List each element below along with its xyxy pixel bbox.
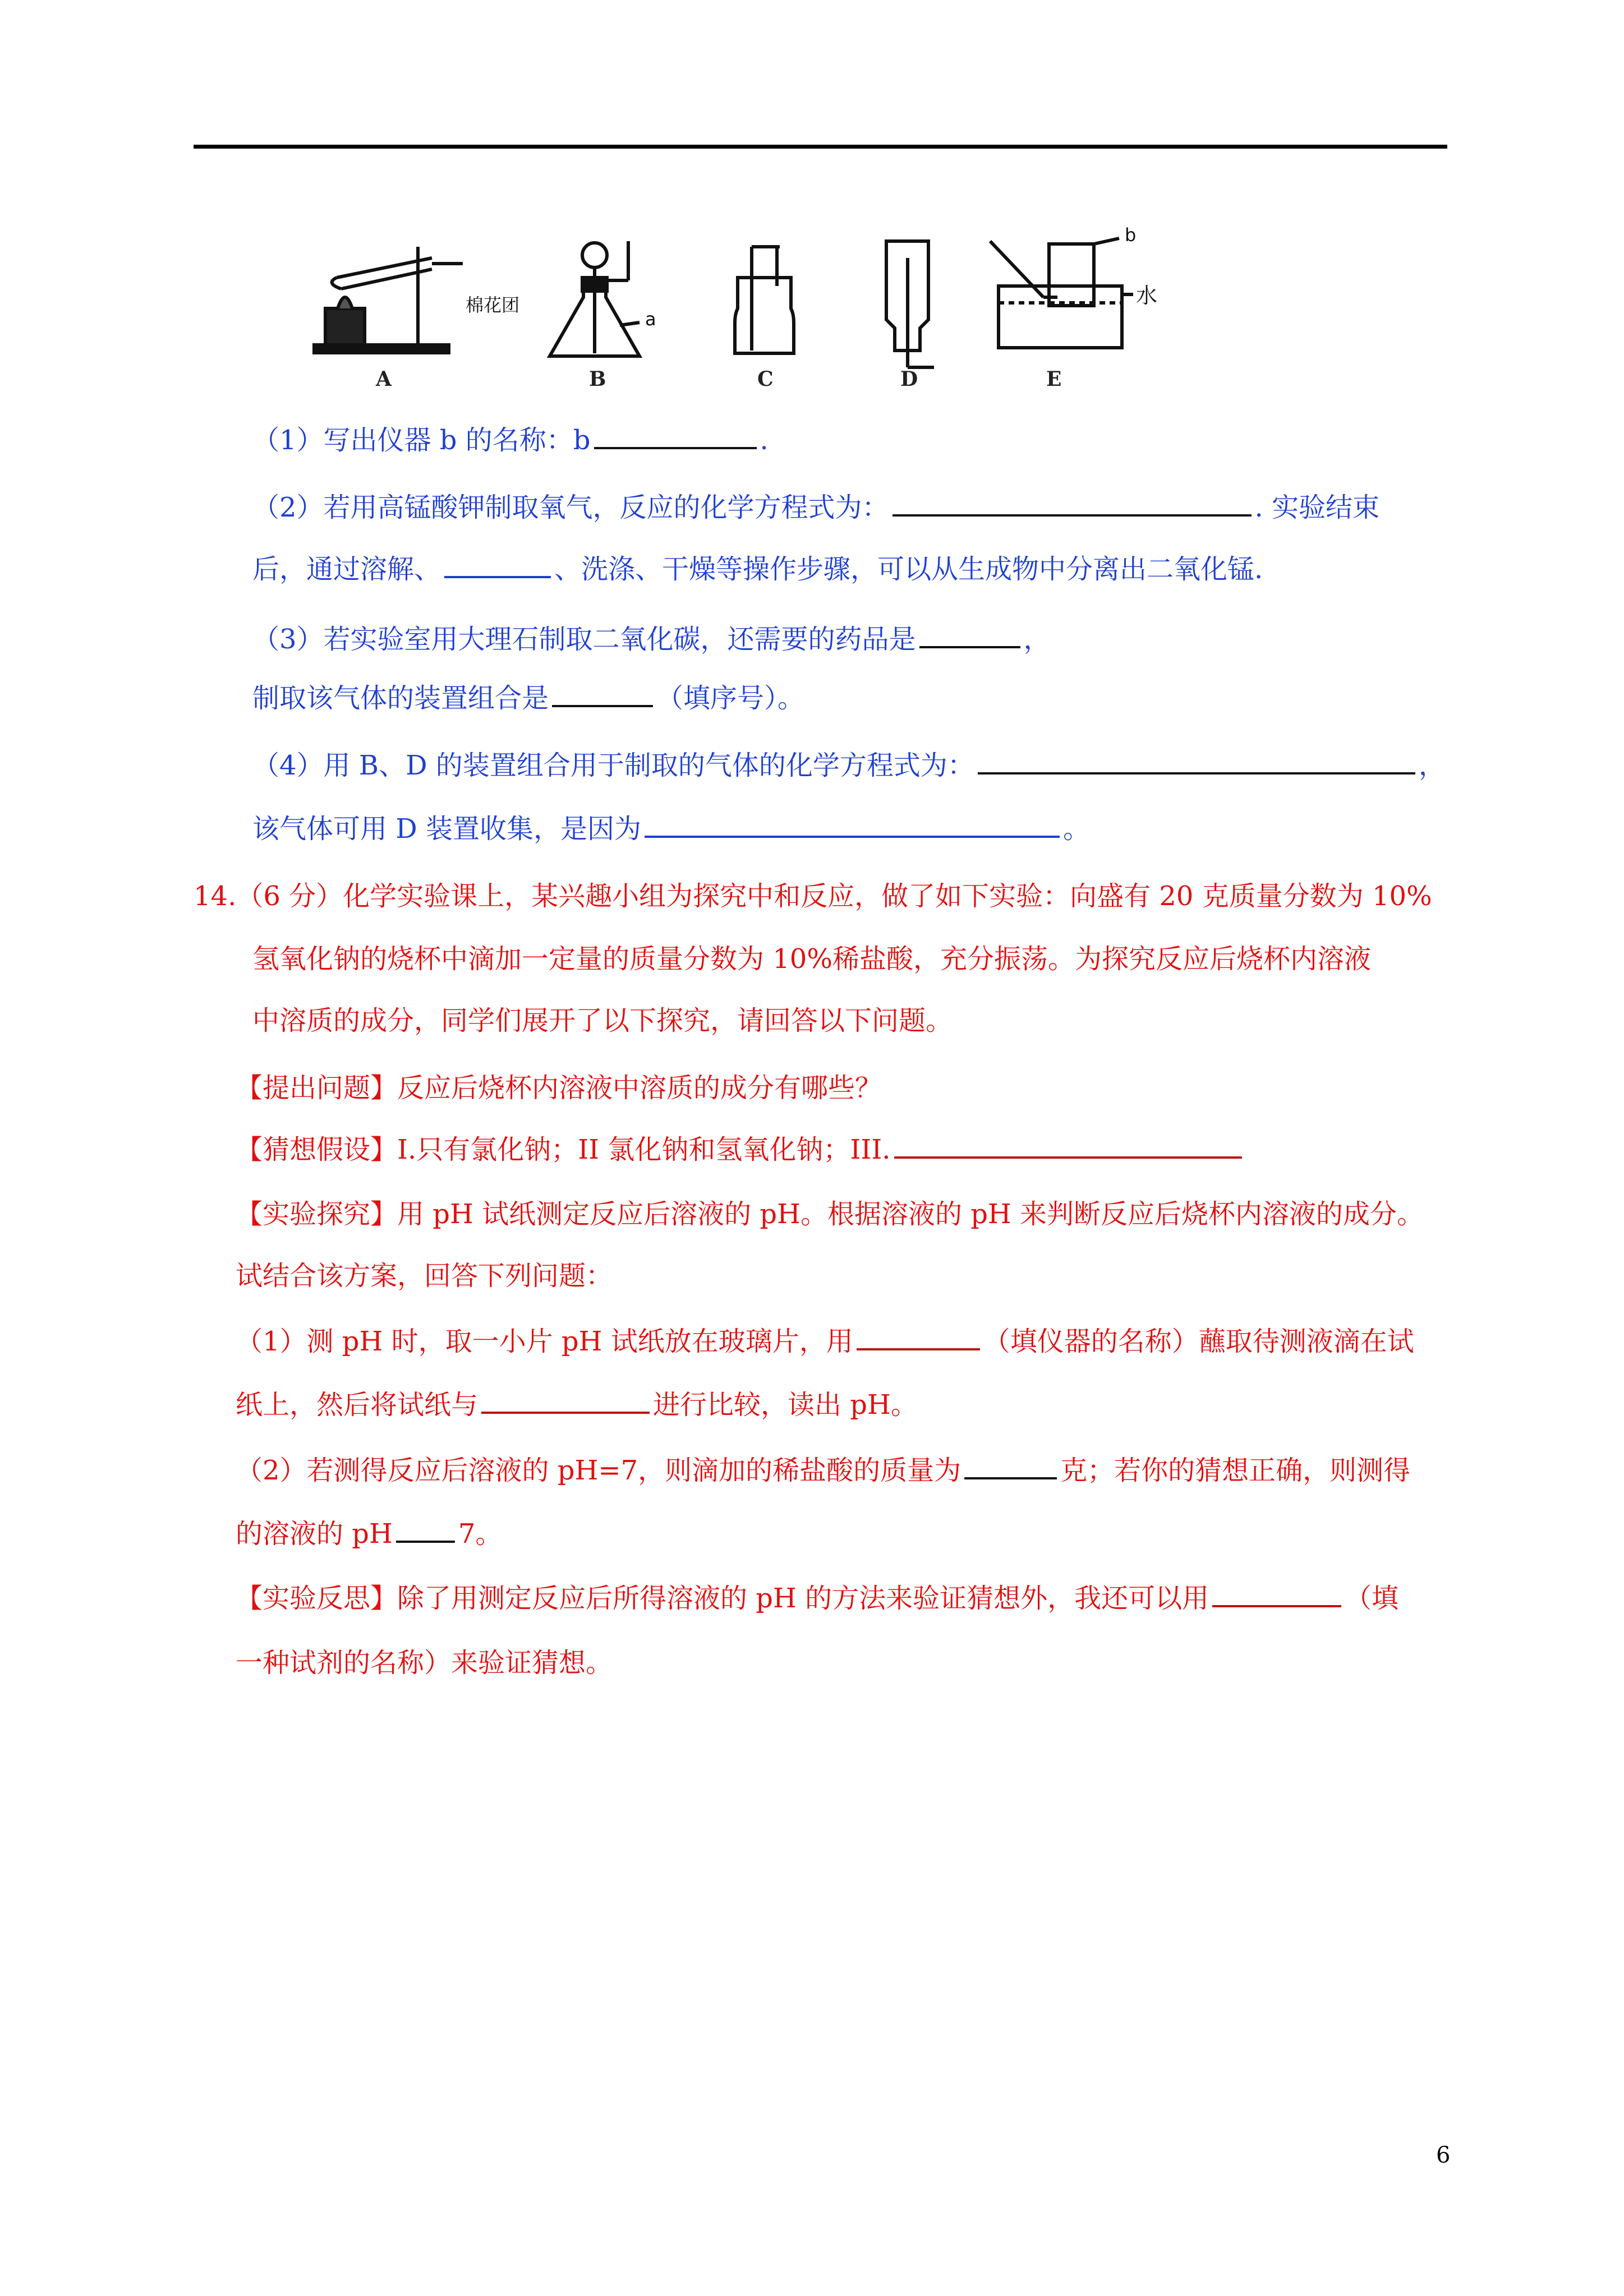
q14-step1-line2: 纸上，然后将试纸与 进行比较，读出 pH。	[236, 1389, 918, 1421]
answer-blank[interactable]	[444, 556, 551, 578]
q14-step2: （2）若测得反应后溶液的 pH=7，则滴加的稀盐酸的质量为 克；若你的猜想正确，则测得	[236, 1455, 1411, 1486]
q13-part4-line2: 该气体可用 D 装置收集，是因为 。	[252, 813, 1091, 845]
figure-label-a: A	[376, 367, 392, 391]
label-a: a	[645, 308, 656, 330]
figure-label-e: E	[1046, 367, 1062, 391]
q14-reflection-line2: 一种试剂的名称）来验证猜想。	[236, 1647, 613, 1679]
q14-question: 【提出问题】反应后烧杯内溶液中溶质的成分有哪些？	[236, 1072, 882, 1104]
answer-blank[interactable]	[1212, 1585, 1341, 1607]
figure-label-b: B	[589, 367, 606, 391]
answer-blank[interactable]	[594, 427, 757, 449]
water-trough	[999, 286, 1122, 348]
page-number: 6	[1436, 2142, 1451, 2168]
q14-intro-line3: 中溶质的成分，同学们展开了以下探究，请回答以下问题。	[252, 1005, 953, 1036]
q14-hypothesis: 【猜想假设】I.只有氯化钠；II 氯化钠和氢氧化钠；III.	[236, 1133, 1245, 1167]
q13-part3: （3）若实验室用大理石制取二氧化碳，还需要的药品是 ，	[252, 624, 1051, 655]
header-rule	[194, 145, 1447, 149]
label-b: b	[1125, 224, 1137, 246]
funnel-bulb	[582, 243, 607, 268]
answer-blank[interactable]	[919, 626, 1020, 648]
answer-blank[interactable]	[892, 494, 1252, 517]
label-cotton: 棉花团	[466, 294, 520, 316]
label-water: 水	[1136, 283, 1158, 308]
answer-blank[interactable]	[978, 752, 1415, 774]
answer-blank[interactable]	[552, 685, 653, 707]
answer-blank[interactable]	[396, 1520, 455, 1543]
figure-label-c: C	[757, 367, 774, 391]
q14-reflection: 【实验反思】除了用测定反应后所得溶液的 pH 的方法来验证猜想外，我还可以用 （填	[236, 1583, 1399, 1614]
apparatus-figure	[303, 224, 1212, 409]
alcohol-lamp	[325, 308, 365, 345]
q14-step2-line2: 的溶液的 pH 7。	[236, 1518, 503, 1550]
answer-blank[interactable]	[964, 1457, 1057, 1479]
q13-part4: （4）用 B、D 的装置组合用于制取的气体的化学方程式为： ，	[252, 750, 1446, 781]
q13-part2: （2）若用高锰酸钾制取氧气，反应的化学方程式为： . 实验结束	[252, 492, 1380, 523]
q13-part2-line2: 后，通过溶解、 、洗涤、干燥等操作步骤，可以从生成物中分离出二氧化锰.	[252, 554, 1263, 585]
q14-intro-line1: 14.（6 分）化学实验课上，某兴趣小组为探究中和反应，做了如下实验：向盛有 20 克质量分数为 10%	[194, 880, 1432, 912]
q14-step1: （1）测 pH 时，取一小片 pH 试纸放在玻璃片，用 （填仪器的名称）蘸取待测液滴在试	[236, 1326, 1414, 1357]
q13-part1: （1）写出仪器 b 的名称：b .	[252, 425, 769, 456]
answer-blank[interactable]	[645, 815, 1060, 838]
q14-intro-line2: 氢氧化钠的烧杯中滴加一定量的质量分数为 10%稀盐酸，充分振荡。为探究反应后烧杯内溶液	[252, 943, 1371, 975]
figure-label-d: D	[900, 367, 918, 391]
q14-explore-line1: 【实验探究】用 pH 试纸测定反应后溶液的 pH。根据溶液的 pH 来判断反应后烧杯内溶液的成分。	[236, 1198, 1424, 1230]
q13-part3-line2: 制取该气体的装置组合是 （填序号）。	[252, 683, 805, 714]
answer-blank[interactable]	[481, 1391, 650, 1414]
answer-blank[interactable]	[894, 1136, 1242, 1159]
gas-bottle-c	[735, 278, 794, 353]
q14-explore-line2: 试结合该方案，回答下列问题：	[236, 1260, 613, 1292]
answer-blank[interactable]	[857, 1328, 980, 1350]
